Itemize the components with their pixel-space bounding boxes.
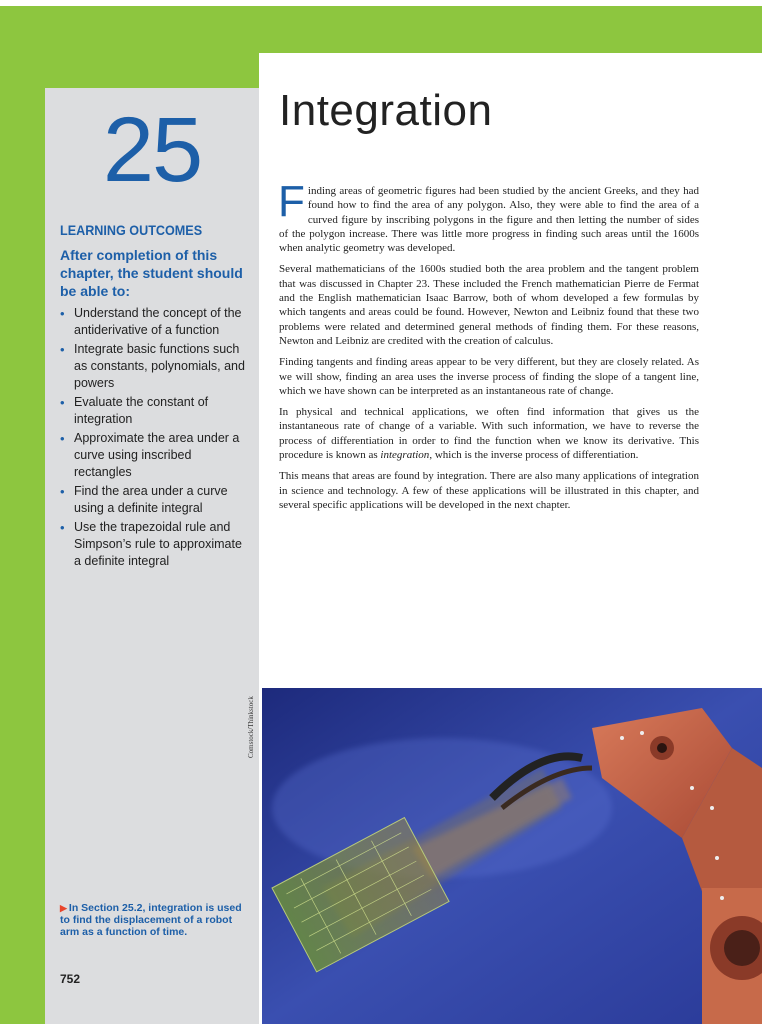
bullet-icon: • xyxy=(60,484,65,499)
photo-caption: ▶ In Section 25.2, integration is used to find the displacement of a robot arm as a function of time. xyxy=(60,902,242,938)
outcome-item: • Integrate basic functions such as constants, polynomials, and powers xyxy=(60,342,245,390)
outcome-item: • Find the area under a curve using a definite integral xyxy=(60,484,228,515)
sidebar xyxy=(45,88,259,1024)
bullet-icon: • xyxy=(60,395,65,410)
robot-arm-image xyxy=(262,688,762,1024)
bullet-icon: • xyxy=(60,431,65,446)
page-top-border xyxy=(0,0,768,6)
photo-credit: Comstock/Thinkstock xyxy=(247,696,255,758)
paragraph: In physical and technical applications, we often find information that gives us the instantaneous rate of change of a variable. With such information, we have to reverse the process of differentiation in order to find the function when we know its derivative. This procedure is known as integration, which is the inverse process of differentiation. xyxy=(279,406,699,462)
paragraph: Finding tangents and finding areas appear to be very different, but they are closely related. As we will show, finding an area uses the inverse process of finding the slope of a tangent line, which we have shown can be interpreted as an instantaneous rate of change. xyxy=(279,356,699,397)
caption-arrow-icon: ▶ xyxy=(60,903,67,913)
body-text xyxy=(278,177,699,519)
outcome-item: • Approximate the area under a curve using inscribed rectangles xyxy=(60,431,240,479)
chapter-number: 25 xyxy=(102,99,202,201)
learning-outcomes-heading: LEARNING OUTCOMES xyxy=(60,222,203,238)
page-right-border xyxy=(762,0,768,1024)
robot-arm-photo xyxy=(262,688,762,1024)
bullet-icon: • xyxy=(60,306,65,321)
page-number: 752 xyxy=(60,972,81,986)
bullet-icon: • xyxy=(60,342,65,357)
learning-outcomes-list xyxy=(60,305,250,572)
paragraph: Finding areas of geometric figures had been studied by the ancient Greeks, and they had found how to find the area of any polygon. Also, they were able to find the area of a curved figure by inscribing polygons in the figure and then letting the number of sides of the polygon increase. There was little more progress in finding such areas until the 1600s when analytic geometry was developed. xyxy=(278,177,699,255)
learning-outcomes-intro: After completion of this chapter, the student should be able to: xyxy=(60,247,243,299)
outcome-item: • Evaluate the constant of integration xyxy=(60,395,209,426)
paragraph: Several mathematicians of the 1600s studied both the area problem and the tangent problem that was discussed in Chapter 23. These included the French mathematician Pierre de Fermat and the English mathematician Isaac Barrow, both of whom developed a few formulas by which tangents and areas could be found. However, Newton and Leibniz found that these two problems were related and determined general methods of finding them. For these reasons, Newton and Leibniz are credited with the creation of calculus. xyxy=(279,263,699,347)
outcome-item: • Use the trapezoidal rule and Simpson’s rule to approximate a definite integral xyxy=(60,520,242,568)
drop-cap: F xyxy=(278,177,305,226)
bullet-icon: • xyxy=(60,520,65,535)
paragraph: This means that areas are found by integration. There are also many applications of integration in science and technology. A few of these applications will be illustrated in this chapter, and several specific applications will be developed in the next chapter. xyxy=(279,470,699,511)
outcome-item: • Understand the concept of the antiderivative of a function xyxy=(60,306,242,337)
chapter-title: Integration xyxy=(279,86,493,135)
